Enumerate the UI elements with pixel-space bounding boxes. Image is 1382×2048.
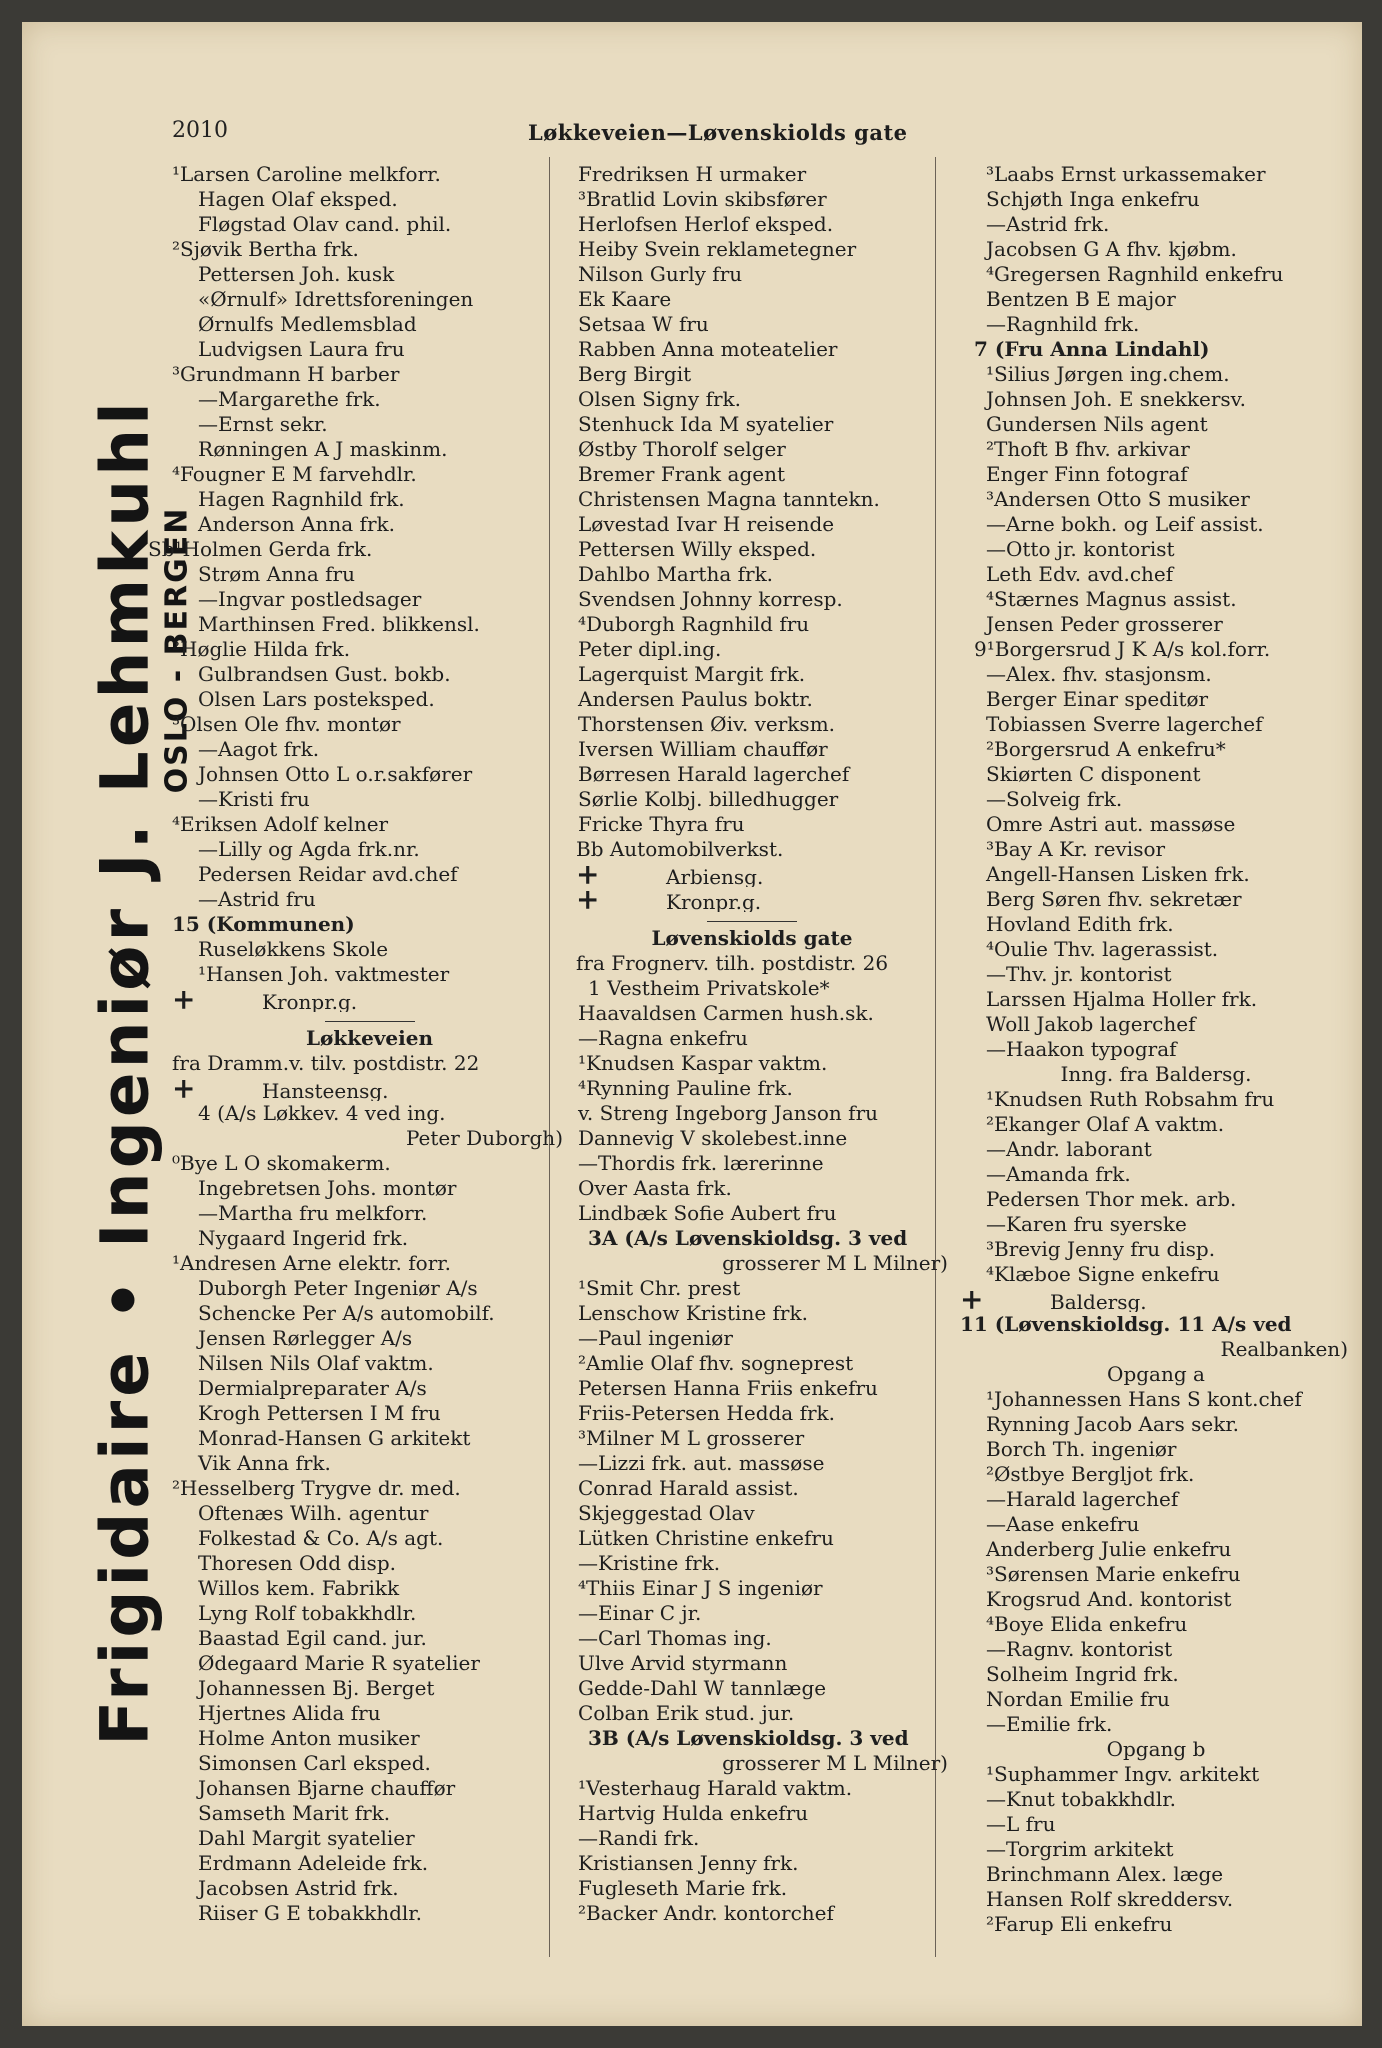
list-item: ³Grundmann H barber: [172, 362, 400, 386]
list-item: ³Andersen Otto S musiker: [986, 487, 1250, 511]
list-item: Larssen Hjalma Holler frk.: [986, 987, 1258, 1011]
list-item: Christensen Magna tanntekn.: [578, 487, 880, 511]
list-item: ⁴Thiis Einar J S ingeniør: [578, 1576, 823, 1600]
list-item: —Aase enkefru: [986, 1512, 1140, 1536]
list-item: Rabben Anna moteatelier: [578, 337, 838, 361]
list-item: Stenhuck Ida M syatelier: [578, 412, 834, 436]
list-item: Samseth Marit frk.: [198, 1801, 391, 1825]
house-number: 3B (A/s Løvenskioldsg. 3 ved: [588, 1726, 909, 1750]
list-item: Petersen Hanna Friis enkefru: [578, 1376, 878, 1400]
street-heading: Løvenskiolds gate: [651, 926, 853, 950]
list-item: Fugleseth Marie frk.: [578, 1876, 788, 1900]
list-item: Ruseløkkens Skole: [198, 937, 389, 961]
list-item: ¹Vesterhaug Harald vaktm.: [578, 1776, 853, 1800]
list-item: Dermialpreparater A/s: [198, 1376, 427, 1400]
list-item: Andersen Paulus boktr.: [578, 687, 813, 711]
entrance-note: Inng. fra Baldersg.: [1060, 1062, 1252, 1086]
list-item: Colban Erik stud. jur.: [578, 1701, 795, 1725]
list-item: ³Bay A Kr. revisor: [986, 837, 1166, 861]
list-item: Lagerquist Margit frk.: [578, 662, 806, 686]
list-item: ⁴Duborgh Ragnhild fru: [578, 612, 810, 636]
list-item: Nordan Emilie fru: [986, 1687, 1170, 1711]
list-item: —Arne bokh. og Leif assist.: [986, 512, 1264, 536]
list-item: Skiørten C disponent: [986, 762, 1201, 786]
list-item: —Aagot frk.: [198, 737, 320, 761]
cross-street: Kronpr.g.: [262, 990, 358, 1012]
list-item: Baastad Egil cand. jur.: [198, 1626, 427, 1650]
list-item: —Thordis frk. lærerinne: [578, 1151, 824, 1175]
list-item: ⁴Stærnes Magnus assist.: [986, 587, 1237, 611]
list-item: Peter dipl.ing.: [578, 637, 722, 661]
list-item: Berg Birgit: [578, 362, 692, 386]
advertisement-sub-text: OSLO - BERGEN: [159, 506, 195, 794]
list-item: Peter Duborgh): [406, 1126, 563, 1150]
list-item: ³Bratlid Lovin skibsfører: [578, 187, 827, 211]
list-item: Ingebretsen Johs. montør: [198, 1176, 457, 1200]
list-item: ¹Knudsen Ruth Robsahm fru: [986, 1087, 1275, 1111]
list-item: ³Sørensen Marie enkefru: [986, 1562, 1241, 1586]
list-item: Woll Jakob lagerchef: [986, 1012, 1196, 1036]
list-item: —Ragnv. kontorist: [986, 1637, 1173, 1661]
list-item: —Otto jr. kontorist: [986, 537, 1175, 561]
cross-street-icon: +: [576, 862, 600, 887]
list-item: —L fru: [986, 1812, 1056, 1836]
list-item: —Emilie frk.: [986, 1712, 1113, 1736]
list-item: Ek Kaare: [578, 287, 672, 311]
list-item: —Randi frk.: [578, 1826, 700, 1850]
list-item: Olsen Signy frk.: [578, 387, 742, 411]
list-item: —Astrid fru: [198, 887, 316, 911]
list-item: Nilson Gurly fru: [578, 262, 743, 286]
list-item: Fløgstad Olav cand. phil.: [198, 212, 452, 236]
page-title: Løkkeveien—Løvenskiolds gate: [528, 120, 908, 145]
list-item: Jensen Peder grosserer: [986, 612, 1223, 636]
list-item: ³Brevig Jenny fru disp.: [986, 1237, 1216, 1261]
list-item: Berger Einar speditør: [986, 687, 1209, 711]
list-item: ²Hesselberg Trygve dr. med.: [172, 1476, 461, 1500]
list-item: —Haakon typograf: [986, 1037, 1177, 1061]
list-item: Hartvig Hulda enkefru: [578, 1801, 809, 1825]
list-item: Jacobsen Astrid frk.: [198, 1876, 399, 1900]
list-item: Anderson Anna frk.: [198, 512, 395, 536]
list-item: ²Høglie Hilda frk.: [172, 637, 351, 661]
list-item: ⁴Eriksen Adolf kelner: [172, 812, 389, 836]
entrance-heading: Opgang a: [1107, 1362, 1205, 1386]
list-item: Tobiassen Sverre lagerchef: [986, 712, 1263, 736]
list-item: Anderberg Julie enkefru: [986, 1537, 1232, 1561]
list-item: —Astrid frk.: [986, 212, 1110, 236]
list-item: ¹Silius Jørgen ing.chem.: [986, 362, 1230, 386]
list-item: Brinchmann Alex. læge: [986, 1862, 1224, 1886]
list-item: —Solveig frk.: [986, 787, 1123, 811]
page-header: [172, 118, 1352, 154]
list-item: ¹Suphammer Ingv. arkitekt: [986, 1762, 1260, 1786]
list-item: Erdmann Adeleide frk.: [198, 1851, 429, 1875]
list-item: Johannessen Bj. Berget: [198, 1676, 435, 1700]
list-item: —Margarethe frk.: [198, 387, 381, 411]
list-item: Olsen Lars posteksped.: [198, 687, 435, 711]
cross-street: Baldersg.: [1050, 1290, 1147, 1312]
list-item: Bb Automobilverkst.: [576, 837, 784, 861]
list-item: Angell-Hansen Lisken frk.: [986, 862, 1250, 886]
list-item: Fredriksen H urmaker: [578, 162, 807, 186]
list-item: —Carl Thomas ing.: [578, 1626, 772, 1650]
house-number: 1 Vestheim Privatskole*: [588, 976, 830, 1000]
list-item: grosserer M L Milner): [722, 1751, 948, 1775]
list-item: ⁴Oulie Thv. lagerassist.: [986, 937, 1219, 961]
list-item: Bremer Frank agent: [578, 462, 786, 486]
list-item: —Thv. jr. kontorist: [986, 962, 1172, 986]
list-item: Ulve Arvid styrmann: [578, 1651, 788, 1675]
list-item: —Lizzi frk. aut. massøse: [578, 1451, 825, 1475]
list-item: Solheim Ingrid frk.: [986, 1662, 1179, 1686]
house-number: 4 (A/s Løkkev. 4 ved ing.: [198, 1101, 446, 1125]
list-item: ¹Hansen Joh. vaktmester: [198, 962, 450, 986]
list-item: —Karen fru syerske: [986, 1212, 1187, 1236]
cross-street-icon: +: [576, 887, 600, 912]
list-item: Pettersen Willy eksped.: [578, 537, 817, 561]
list-item: —Ernst sekr.: [198, 412, 328, 436]
cross-street: Arbiensg.: [666, 865, 764, 887]
list-item: Ødegaard Marie R syatelier: [198, 1651, 480, 1675]
list-item: Dahl Margit syatelier: [198, 1826, 415, 1850]
list-item: Rynning Jacob Aars sekr.: [986, 1412, 1240, 1436]
list-item: —Amanda frk.: [986, 1162, 1131, 1186]
list-item: —Lilly og Agda frk.nr.: [198, 837, 420, 861]
list-item: Setsaa W fru: [578, 312, 709, 336]
list-item: Gundersen Nils agent: [986, 412, 1208, 436]
list-item: Ludvigsen Laura fru: [198, 337, 405, 361]
list-item: ⁴Rynning Pauline frk.: [578, 1076, 793, 1100]
list-item: Løvestad Ivar H reisende: [578, 512, 835, 536]
list-item: Pedersen Reidar avd.chef: [198, 862, 458, 886]
list-item: ³Milner M L grosserer: [578, 1426, 805, 1450]
list-item: Lyng Rolf tobakkhdlr.: [198, 1601, 417, 1625]
list-item: Hagen Ragnhild frk.: [198, 487, 405, 511]
list-item: Nygaard Ingerid frk.: [198, 1226, 409, 1250]
list-item: Pettersen Joh. kusk: [198, 262, 395, 286]
house-number: 11 (Løvenskioldsg. 11 A/s ved: [960, 1312, 1292, 1336]
directory-column-1: [148, 162, 567, 1926]
list-item: Thoresen Odd disp.: [198, 1551, 396, 1575]
list-item: ¹Knudsen Kaspar vaktm.: [578, 1051, 828, 1075]
list-item: ²Amlie Olaf fhv. sogneprest: [578, 1351, 854, 1375]
list-item: Johnsen Joh. E snekkersv.: [986, 387, 1246, 411]
list-item: Jacobsen G A fhv. kjøbm.: [986, 237, 1237, 261]
house-number: 3A (A/s Løvenskioldsg. 3 ved: [588, 1226, 908, 1250]
list-item: Iversen William chauffør: [578, 737, 828, 761]
list-item: ²Borgersrud A enkefru*: [986, 737, 1226, 761]
house-number: 7 (Fru Anna Lindahl): [974, 337, 1210, 361]
list-item: Østby Thorolf selger: [578, 437, 786, 461]
list-item: —Einar C jr.: [578, 1601, 702, 1625]
list-item: ²Østbye Bergljot frk.: [986, 1462, 1195, 1486]
list-item: Borch Th. ingeniør: [986, 1437, 1177, 1461]
list-item: Gulbrandsen Gust. bokb.: [198, 662, 451, 686]
vertical-advertisement: [42, 222, 195, 1922]
house-number: 9¹Borgersrud J K A/s kol.forr.: [974, 637, 1271, 661]
list-item: Schencke Per A/s automobilf.: [198, 1301, 495, 1325]
list-item: Skjeggestad Olav: [578, 1501, 755, 1525]
list-item: ³Olsen Ole fhv. montør: [172, 712, 401, 736]
list-item: v. Streng Ingeborg Janson fru: [578, 1101, 879, 1125]
list-item: —Martha fru melkforr.: [198, 1201, 428, 1225]
list-item: Leth Edv. avd.chef: [986, 562, 1174, 586]
list-item: ¹Johannessen Hans S kont.chef: [986, 1387, 1302, 1411]
list-item: Duborgh Peter Ingeniør A/s: [198, 1276, 478, 1300]
list-item: ³Laabs Ernst urkassemaker: [986, 162, 1266, 186]
entrance-heading: Opgang b: [1106, 1737, 1206, 1761]
list-item: Krogsrud And. kontorist: [986, 1587, 1232, 1611]
page-number: 2010: [172, 118, 228, 143]
list-item: ⁴Fougner E M farvehdlr.: [172, 462, 417, 486]
directory-column-3: [960, 162, 1352, 1937]
divider: [707, 921, 797, 922]
list-item: Riiser G E tobakkhdlr.: [198, 1901, 423, 1925]
list-item: —Paul ingeniør: [578, 1326, 733, 1350]
list-item: ⁴Klæboe Signe enkefru: [986, 1262, 1220, 1286]
list-item: —Ingvar postledsager: [198, 587, 422, 611]
list-item: Børresen Harald lagerchef: [578, 762, 850, 786]
street-note: fra Frognerv. tilh. postdistr. 26: [576, 951, 889, 975]
list-item: Sørlie Kolbj. billedhugger: [578, 787, 839, 811]
list-item: —Ragna enkefru: [578, 1026, 748, 1050]
list-item: Kristiansen Jenny frk.: [578, 1851, 799, 1875]
list-item: Haavaldsen Carmen hush.sk.: [578, 1001, 874, 1025]
cross-street: Kronpr.g.: [666, 890, 762, 912]
list-item: —Knut tobakkhdlr.: [986, 1787, 1176, 1811]
list-item: Enger Finn fotograf: [986, 462, 1188, 486]
list-item: Monrad-Hansen G arkitekt: [198, 1426, 471, 1450]
directory-column-2: [552, 162, 952, 1926]
cross-street-icon: +: [172, 1076, 196, 1101]
list-item: Johansen Bjarne chauffør: [198, 1776, 456, 1800]
list-item: Vik Anna frk.: [198, 1451, 331, 1475]
list-item: Willos kem. Fabrikk: [198, 1576, 400, 1600]
list-item: Heiby Svein reklametegner: [578, 237, 857, 261]
list-item: Jensen Rørlegger A/s: [198, 1326, 413, 1350]
list-item: ²Ekanger Olaf A vaktm.: [986, 1112, 1225, 1136]
list-item: Svendsen Johnny korresp.: [578, 587, 843, 611]
list-item: ⁴Gregersen Ragnhild enkefru: [986, 262, 1284, 286]
list-item: Strøm Anna fru: [198, 562, 355, 586]
list-item: Holme Anton musiker: [198, 1726, 420, 1750]
list-item: —Harald lagerchef: [986, 1487, 1179, 1511]
cross-street-icon: +: [960, 1287, 984, 1312]
list-item: Hansen Rolf skreddersv.: [986, 1887, 1234, 1911]
list-item: Herlofsen Herlof eksped.: [578, 212, 834, 236]
list-item: Realbanken): [1220, 1337, 1348, 1361]
list-item: Nilsen Nils Olaf vaktm.: [198, 1351, 434, 1375]
list-item: ¹Larsen Caroline melkforr.: [172, 162, 441, 186]
street-note: fra Dramm.v. tilv. postdistr. 22: [172, 1051, 480, 1075]
list-item: Pedersen Thor mek. arb.: [986, 1187, 1237, 1211]
list-item: «Ørnulf» Idrettsforeningen: [198, 287, 474, 311]
cross-street-icon: +: [172, 987, 196, 1012]
list-item: Hagen Olaf eksped.: [198, 187, 398, 211]
list-item: Dannevig V skolebest.inne: [578, 1126, 848, 1150]
list-item: Omre Astri aut. massøse: [986, 812, 1236, 836]
list-item: Sb¹Holmen Gerda frk.: [148, 537, 373, 561]
street-heading: Løkkeveien: [305, 1026, 434, 1050]
list-item: Berg Søren fhv. sekretær: [986, 887, 1242, 911]
list-item: Fricke Thyra fru: [578, 812, 745, 836]
list-item: Krogh Pettersen I M fru: [198, 1401, 441, 1425]
list-item: Lütken Christine enkefru: [578, 1526, 834, 1550]
directory-page: [22, 22, 1362, 2026]
list-item: —Andr. laborant: [986, 1137, 1152, 1161]
list-item: —Torgrim arkitekt: [986, 1837, 1174, 1861]
advertisement-main-text: Frigidaire • Ingeniør J. Lehmkuhl: [86, 398, 164, 1746]
list-item: Marthinsen Fred. blikkensl.: [198, 612, 480, 636]
list-item: Johnsen Otto L o.r.sakfører: [198, 762, 473, 786]
list-item: Friis-Petersen Hedda frk.: [578, 1401, 836, 1425]
list-item: ²Thoft B fhv. arkivar: [986, 437, 1190, 461]
divider: [325, 1021, 415, 1022]
list-item: Lenschow Kristine frk.: [578, 1301, 808, 1325]
list-item: Hjertnes Alida fru: [198, 1701, 381, 1725]
house-number: 15 (Kommunen): [172, 912, 355, 936]
list-item: ²Farup Eli enkefru: [986, 1912, 1173, 1936]
list-item: Dahlbo Martha frk.: [578, 562, 774, 586]
list-item: grosserer M L Milner): [722, 1251, 948, 1275]
list-item: ¹Andresen Arne elektr. forr.: [172, 1251, 451, 1275]
list-item: Schjøth Inga enkefru: [986, 187, 1200, 211]
list-item: Hovland Edith frk.: [986, 912, 1174, 936]
list-item: Conrad Harald assist.: [578, 1476, 799, 1500]
list-item: Rønningen A J maskinm.: [198, 437, 448, 461]
list-item: ²Backer Andr. kontorchef: [578, 1901, 834, 1925]
list-item: ⁴Boye Elida enkefru: [986, 1612, 1188, 1636]
list-item: —Kristi fru: [198, 787, 310, 811]
cross-street: Hansteensg.: [262, 1079, 389, 1101]
list-item: —Kristine frk.: [578, 1551, 721, 1575]
list-item: ²Sjøvik Bertha frk.: [172, 237, 359, 261]
list-item: —Alex. fhv. stasjonsm.: [986, 662, 1212, 686]
list-item: ⁰Bye L O skomakerm.: [172, 1151, 391, 1175]
list-item: —Ragnhild frk.: [986, 312, 1140, 336]
list-item: Ørnulfs Medlemsblad: [198, 312, 417, 336]
list-item: Bentzen B E major: [986, 287, 1176, 311]
list-item: Over Aasta frk.: [578, 1176, 732, 1200]
list-item: Lindbæk Sofie Aubert fru: [578, 1201, 837, 1225]
list-item: Gedde-Dahl W tannlæge: [578, 1676, 827, 1700]
list-item: ¹Smit Chr. prest: [578, 1276, 741, 1300]
list-item: Oftenæs Wilh. agentur: [198, 1501, 429, 1525]
list-item: Simonsen Carl eksped.: [198, 1751, 431, 1775]
list-item: Folkestad & Co. A/s agt.: [198, 1526, 444, 1550]
list-item: Thorstensen Øiv. verksm.: [578, 712, 836, 736]
